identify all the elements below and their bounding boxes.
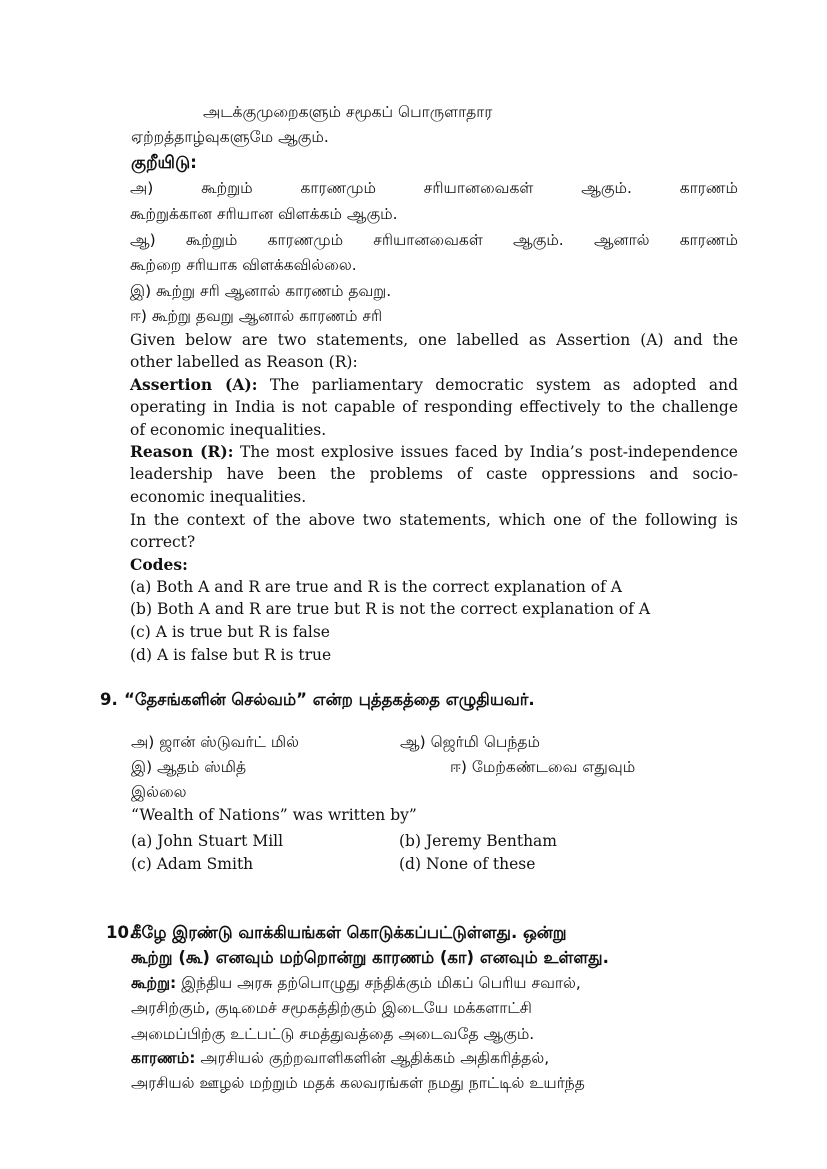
q10-assertion-label: கூற்று: [131, 974, 177, 992]
q10-reason-label: காரணம்: [131, 1049, 196, 1067]
reason-label: Reason (R): [130, 442, 234, 461]
q8-option-en-b: (b) Both A and R are true but R is not the correct explanation of A [130, 600, 651, 618]
q8-option-ta-a: கூற்றுக்கான சரியான விளக்கம் ஆகும். [130, 205, 398, 223]
q9-option-en-c: (c) Adam Smith [131, 855, 254, 873]
q9-option-en-d: (d) None of these [399, 855, 536, 873]
assertion-text: The parliamentary democratic system as adopted and [269, 376, 738, 394]
q8-reason [130, 442, 738, 462]
assertion-label: Assertion (A): [130, 375, 258, 394]
q10-reason [131, 1048, 549, 1068]
q8-intro-en: other labelled as Reason (R): [130, 353, 358, 371]
q10-question-ta: கூற்று (கூ) எனவும் மற்றொன்று காரணம் (கா) எனவும் உள்ளது. [131, 948, 609, 967]
q8-question-en: correct? [130, 533, 196, 551]
q9-question-en: “Wealth of Nations” was written by” [131, 806, 417, 824]
q10-reason-text: அரசியல் குற்றவாளிகளின் ஆதிக்கம் அதிகரித்தல், [200, 1049, 550, 1067]
q8-tamil-line: அடக்குமுறைகளும் சமூகப் பொருளாதார [203, 103, 493, 121]
q10-number: 10. [106, 923, 136, 942]
q9-option-ta-a: அ) ஜான் ஸ்டுவர்ட் மில் [131, 733, 299, 751]
q9-option-ta-b: ஆ) ஜெர்மி பெந்தம் [400, 733, 540, 751]
q8-reason: economic inequalities. [130, 488, 307, 506]
q8-codes-label-ta: குறீயிடு: [131, 153, 197, 173]
q10-assertion-text: இந்திய அரசு தற்பொழுது சந்திக்கும் மிகப் பெரிய சவால், [181, 974, 581, 992]
q9-option-en-a: (a) John Stuart Mill [131, 832, 284, 850]
q8-option-en-a: (a) Both A and R are true and R is the correct explanation of A [130, 578, 622, 596]
q10-reason: அரசியல் ஊழல் மற்றும் மதக் கலவரங்கள் நமது நாட்டில் உயர்ந்த [131, 1074, 585, 1092]
q8-option-en-c: (c) A is true but R is false [130, 623, 330, 641]
q9-option-en-b: (b) Jeremy Bentham [399, 832, 557, 850]
q8-assertion: operating in India is not capable of responding effectively to the challenge [130, 398, 738, 416]
q8-tamil-line: ஏற்றத்தாழ்வுகளுமே ஆகும். [131, 128, 329, 146]
q10-assertion: அரசிற்கும், குடிமைச் சமூகத்திற்கும் இடையே மக்களாட்சி [131, 999, 532, 1017]
q8-option-en-d: (d) A is false but R is true [130, 646, 332, 664]
q8-assertion: of economic inequalities. [130, 421, 327, 439]
q8-option-ta-a: அ) கூற்றும் காரணமும் சரியானவைகள் ஆகும். காரணம் [130, 179, 738, 197]
q9-question-ta: “தேசங்களின் செல்வம்” என்ற புத்தகத்தை எழுதியவர். [124, 690, 535, 709]
q9-option-ta-d-cont: இல்லை [131, 783, 187, 801]
q8-assertion [130, 375, 738, 395]
q8-question-en: In the context of the above two statements, which one of the following is [130, 511, 738, 529]
q9-option-ta-d: ஈ) மேற்கண்டவை எதுவும் [450, 758, 636, 776]
q9-option-ta-c: இ) ஆதம் ஸ்மித் [131, 758, 247, 776]
q8-option-ta-c: இ) கூற்று சரி ஆனால் காரணம் தவறு. [130, 282, 392, 300]
q8-codes-label-en: Codes: [130, 555, 188, 574]
q8-option-ta-b: ஆ) கூற்றும் காரணமும் சரியானவைகள் ஆகும். ஆனால் காரணம் [130, 231, 738, 249]
q8-option-ta-b: கூற்றை சரியாக விளக்கவில்லை. [130, 256, 357, 274]
q8-option-ta-d: ஈ) கூற்று தவறு ஆனால் காரணம் சரி [130, 307, 383, 325]
q8-intro-en: Given below are two statements, one labelled as Assertion (A) and the [130, 331, 738, 349]
q10-assertion: அமைப்பிற்கு உட்பட்டு சமத்துவத்தை அடைவதே ஆகும். [131, 1025, 535, 1043]
q8-reason: leadership have been the problems of caste oppressions and socio- [130, 465, 738, 483]
q10-assertion [131, 973, 581, 993]
q10-question-ta: கீழே இரண்டு வாக்கியங்கள் கொடுக்கப்பட்டுள்ளது. ஒன்று [131, 923, 567, 942]
q9-number: 9. [100, 690, 118, 709]
reason-text: The most explosive issues faced by India’s post-independence [240, 443, 738, 461]
